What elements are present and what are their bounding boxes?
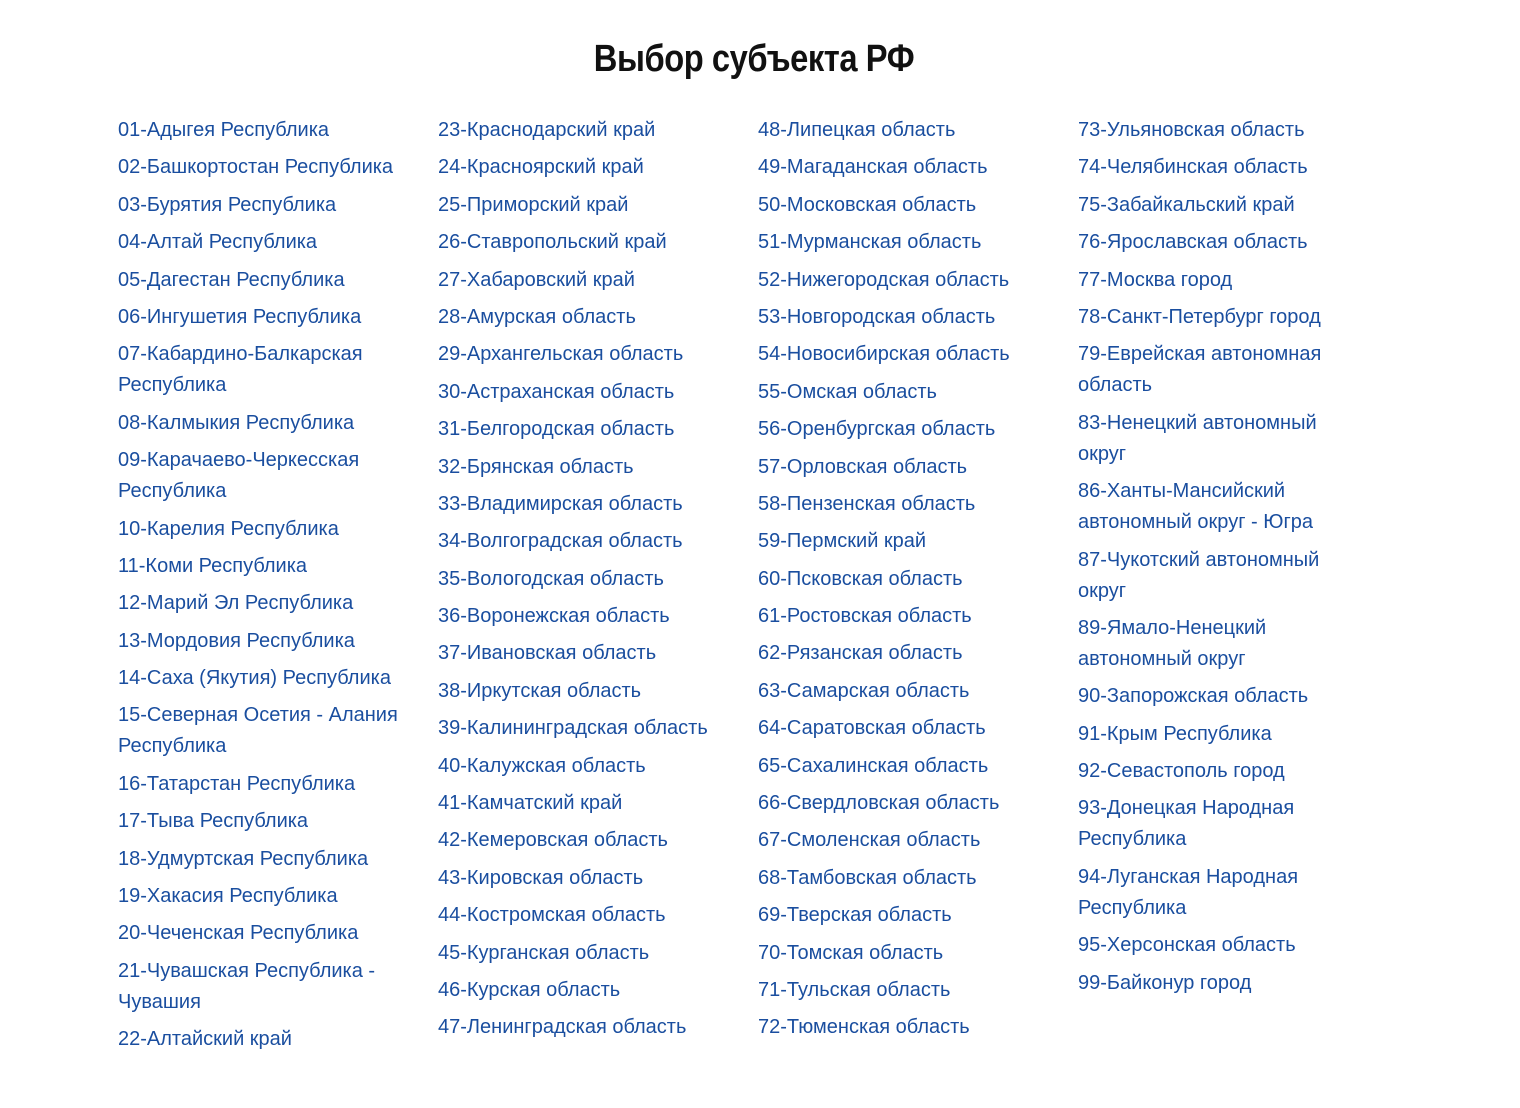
- region-link[interactable]: 07-Кабардино-Балкарская Республика: [118, 343, 363, 397]
- region-link[interactable]: 61-Ростовская область: [758, 605, 972, 628]
- region-list-item: [118, 844, 438, 875]
- region-list-item: [438, 526, 758, 557]
- region-list-item: [118, 881, 438, 912]
- region-link[interactable]: 91-Крым Республика: [1078, 722, 1272, 745]
- region-link[interactable]: 08-Калмыкия Республика: [118, 411, 355, 434]
- region-list-item: [758, 377, 1078, 408]
- region-link[interactable]: 14-Саха (Якутия) Республика: [118, 667, 391, 690]
- region-list-item: [438, 863, 758, 894]
- region-list-item: [118, 190, 438, 221]
- region-list-item: [758, 339, 1078, 370]
- region-link[interactable]: 05-Дагестан Республика: [118, 268, 345, 291]
- region-list-item: [118, 265, 438, 296]
- region-list-item: [118, 514, 438, 545]
- region-list-item: [438, 265, 758, 296]
- region-link[interactable]: 99-Байконур город: [1078, 971, 1252, 994]
- region-list-item: [438, 302, 758, 333]
- region-link[interactable]: 40-Калужская область: [438, 754, 646, 777]
- region-link[interactable]: 02-Башкортостан Республика: [118, 156, 394, 179]
- region-list-item: [1078, 115, 1398, 146]
- region-link[interactable]: 76-Ярославская область: [1078, 231, 1308, 254]
- region-list-item: [758, 152, 1078, 183]
- region-link[interactable]: 92-Севастополь город: [1078, 760, 1285, 783]
- region-list-item: [438, 751, 758, 782]
- region-link[interactable]: 42-Кемеровская область: [438, 829, 668, 852]
- region-list-item: [118, 700, 438, 762]
- region-list-item: [758, 975, 1078, 1006]
- region-link[interactable]: 35-Вологодская область: [438, 567, 664, 590]
- region-list-item: [1078, 408, 1398, 470]
- region-link[interactable]: 33-Владимирская область: [438, 492, 683, 515]
- region-list-item: [1078, 339, 1398, 401]
- region-link[interactable]: 60-Псковская область: [758, 567, 963, 590]
- region-list-item: [118, 152, 438, 183]
- region-link[interactable]: 03-Бурятия Республика: [118, 193, 337, 216]
- region-link[interactable]: 56-Оренбургская область: [758, 418, 996, 441]
- region-list-item: [1078, 862, 1398, 924]
- region-link[interactable]: 50-Московская область: [758, 193, 977, 216]
- region-list-item: [758, 713, 1078, 744]
- region-link[interactable]: 38-Иркутская область: [438, 679, 642, 702]
- region-link[interactable]: 45-Курганская область: [438, 941, 650, 964]
- region-link[interactable]: 10-Карелия Республика: [118, 517, 339, 540]
- region-list-item: [758, 190, 1078, 221]
- region-list-item: [1078, 613, 1398, 675]
- region-link[interactable]: 44-Костромская область: [438, 904, 666, 927]
- region-link[interactable]: 26-Ставропольский край: [438, 231, 667, 254]
- region-link[interactable]: 18-Удмуртская Республика: [118, 847, 369, 870]
- region-link[interactable]: 25-Приморский край: [438, 193, 629, 216]
- region-link[interactable]: 27-Хабаровский край: [438, 268, 635, 291]
- region-list-item: [758, 825, 1078, 856]
- region-link[interactable]: 52-Нижегородская область: [758, 268, 1010, 291]
- region-list-item: [438, 825, 758, 856]
- region-list-item: [118, 663, 438, 694]
- page-title: Выбор субъекта РФ: [593, 38, 915, 80]
- region-list-item: [1078, 681, 1398, 712]
- region-link[interactable]: 43-Кировская область: [438, 866, 644, 889]
- region-list-item: [1078, 476, 1398, 538]
- region-list-item: [438, 377, 758, 408]
- region-list-item: [438, 115, 758, 146]
- region-list-item: [438, 676, 758, 707]
- region-list-item: [758, 526, 1078, 557]
- region-list-item: [118, 339, 438, 401]
- region-list-item: [1078, 719, 1398, 750]
- region-link[interactable]: 77-Москва город: [1078, 268, 1233, 291]
- region-link[interactable]: 57-Орловская область: [758, 455, 968, 478]
- region-link[interactable]: 71-Тульская область: [758, 978, 951, 1001]
- region-list-item: [758, 863, 1078, 894]
- region-link[interactable]: 86-Ханты-Мансийский автономный округ - Югра: [1078, 480, 1314, 534]
- region-list-item: [438, 638, 758, 669]
- region-list-item: [438, 601, 758, 632]
- region-link[interactable]: 48-Липецкая область: [758, 119, 956, 141]
- region-link[interactable]: 63-Самарская область: [758, 679, 970, 702]
- region-link[interactable]: 58-Пензенская область: [758, 492, 976, 515]
- region-link[interactable]: 32-Брянская область: [438, 455, 634, 478]
- region-list-item: [1078, 302, 1398, 333]
- region-column-2: [438, 115, 758, 1062]
- region-link[interactable]: 93-Донецкая Народная Республика: [1078, 797, 1295, 851]
- region-list-item: [438, 152, 758, 183]
- region-link[interactable]: 79-Еврейская автономная область: [1078, 343, 1322, 397]
- region-link[interactable]: 29-Архангельская область: [438, 343, 684, 366]
- region-list-item: [758, 676, 1078, 707]
- region-link[interactable]: 62-Рязанская область: [758, 642, 963, 665]
- region-link[interactable]: 67-Смоленская область: [758, 829, 981, 852]
- region-link[interactable]: 34-Волгоградская область: [438, 530, 683, 553]
- region-link[interactable]: 31-Белгородская область: [438, 418, 675, 441]
- region-link[interactable]: 72-Тюменская область: [758, 1016, 970, 1039]
- region-list-item: [438, 564, 758, 595]
- region-list-item: [758, 601, 1078, 632]
- region-link[interactable]: 24-Красноярский край: [438, 156, 644, 179]
- region-list-item: [118, 302, 438, 333]
- region-link[interactable]: 37-Ивановская область: [438, 642, 657, 665]
- region-link[interactable]: 68-Тамбовская область: [758, 866, 977, 889]
- region-link[interactable]: 13-Мордовия Республика: [118, 629, 355, 652]
- region-link[interactable]: 36-Воронежская область: [438, 605, 670, 628]
- region-list-item: [758, 788, 1078, 819]
- region-link[interactable]: 94-Луганская Народная Республика: [1078, 865, 1299, 919]
- region-list-item: [118, 227, 438, 258]
- region-list-item: [438, 938, 758, 969]
- region-list-item: [758, 564, 1078, 595]
- region-link[interactable]: 55-Омская область: [758, 380, 937, 403]
- region-link[interactable]: 01-Адыгея Республика: [118, 119, 330, 141]
- region-link[interactable]: 20-Чеченская Республика: [118, 922, 359, 945]
- region-link[interactable]: 83-Ненецкий автономный округ: [1078, 411, 1317, 465]
- region-list-item: [1078, 756, 1398, 787]
- region-list-item: [758, 900, 1078, 931]
- region-list-item: [438, 190, 758, 221]
- region-link[interactable]: 74-Челябинская область: [1078, 156, 1308, 179]
- region-link[interactable]: 19-Хакасия Республика: [118, 885, 338, 908]
- region-list-item: [1078, 190, 1398, 221]
- region-link[interactable]: 75-Забайкальский край: [1078, 193, 1295, 216]
- region-link[interactable]: 95-Херсонская область: [1078, 934, 1296, 957]
- region-list-item: [118, 115, 438, 146]
- region-link[interactable]: 46-Курская область: [438, 978, 621, 1001]
- region-link[interactable]: 15-Северная Осетия - Алания Республика: [118, 704, 398, 758]
- region-list-item: [758, 227, 1078, 258]
- region-list-item: [438, 1012, 758, 1043]
- region-link[interactable]: 16-Татарстан Республика: [118, 772, 356, 795]
- region-list-item: [438, 414, 758, 445]
- region-link[interactable]: 70-Томская область: [758, 941, 944, 964]
- region-link[interactable]: 28-Амурская область: [438, 305, 636, 328]
- region-list-item: [118, 588, 438, 619]
- region-list-item: [118, 956, 438, 1018]
- region-list-item: [1078, 930, 1398, 961]
- region-list-item: [118, 918, 438, 949]
- region-list-item: [1078, 265, 1398, 296]
- region-list-item: [758, 938, 1078, 969]
- region-list-item: [438, 227, 758, 258]
- region-link[interactable]: 22-Алтайский край: [118, 1028, 292, 1051]
- region-list-item: [118, 769, 438, 800]
- region-link[interactable]: 66-Свердловская область: [758, 792, 1000, 815]
- region-link[interactable]: 64-Саратовская область: [758, 717, 986, 740]
- region-list-item: [438, 339, 758, 370]
- region-list-item: [438, 452, 758, 483]
- region-list-item: [438, 788, 758, 819]
- region-list-item: [118, 1024, 438, 1055]
- region-link[interactable]: 17-Тыва Республика: [118, 810, 309, 833]
- region-list-item: [758, 115, 1078, 146]
- region-link[interactable]: 09-Карачаево-Черкесская Республика: [118, 449, 360, 503]
- region-link[interactable]: 65-Сахалинская область: [758, 754, 989, 777]
- region-list-item: [758, 414, 1078, 445]
- region-list-item: [438, 975, 758, 1006]
- region-link[interactable]: 30-Астраханская область: [438, 380, 675, 403]
- region-list-item: [1078, 968, 1398, 999]
- region-list-item: [1078, 227, 1398, 258]
- region-list-item: [438, 489, 758, 520]
- region-link[interactable]: 87-Чукотский автономный округ: [1078, 548, 1320, 602]
- region-link[interactable]: 54-Новосибирская область: [758, 343, 1010, 366]
- region-list-item: [758, 302, 1078, 333]
- region-list-item: [118, 806, 438, 837]
- region-link[interactable]: 41-Камчатский край: [438, 792, 623, 815]
- region-columns: [118, 115, 1398, 1062]
- region-link[interactable]: 12-Марий Эл Республика: [118, 592, 354, 615]
- region-link[interactable]: 90-Запорожская область: [1078, 685, 1309, 708]
- region-link[interactable]: 53-Новгородская область: [758, 305, 996, 328]
- region-link[interactable]: 23-Краснодарский край: [438, 119, 656, 141]
- region-list-item: [438, 900, 758, 931]
- region-column-3: [758, 115, 1078, 1062]
- region-link[interactable]: 69-Тверская область: [758, 904, 952, 927]
- region-list-item: [758, 638, 1078, 669]
- region-link[interactable]: 49-Магаданская область: [758, 156, 988, 179]
- region-link[interactable]: 47-Ленинградская область: [438, 1016, 687, 1039]
- region-list-item: [118, 551, 438, 582]
- region-link[interactable]: 59-Пермский край: [758, 530, 927, 553]
- region-link[interactable]: 04-Алтай Республика: [118, 231, 318, 254]
- region-link[interactable]: 06-Ингушетия Республика: [118, 305, 362, 328]
- region-link[interactable]: 78-Санкт-Петербург город: [1078, 305, 1321, 328]
- region-link[interactable]: 39-Калининградская область: [438, 717, 708, 740]
- region-list-item: [758, 452, 1078, 483]
- region-list-item: [758, 751, 1078, 782]
- region-list-item: [438, 713, 758, 744]
- region-link[interactable]: 89-Ямало-Ненецкий автономный округ: [1078, 616, 1267, 670]
- region-link[interactable]: 51-Мурманская область: [758, 231, 982, 254]
- region-list-item: [758, 265, 1078, 296]
- region-link[interactable]: 21-Чувашская Республика - Чувашия: [118, 959, 376, 1013]
- region-list-item: [758, 1012, 1078, 1043]
- region-list-item: [118, 445, 438, 507]
- region-list-item: [118, 626, 438, 657]
- region-list-item: [1078, 793, 1398, 855]
- region-link[interactable]: 73-Ульяновская область: [1078, 119, 1305, 141]
- region-list-item: [1078, 545, 1398, 607]
- region-list-item: [118, 408, 438, 439]
- region-column-4: [1078, 115, 1398, 1062]
- region-link[interactable]: 11-Коми Республика: [118, 554, 308, 577]
- region-list-item: [1078, 152, 1398, 183]
- region-list-item: [758, 489, 1078, 520]
- region-column-1: [118, 115, 438, 1062]
